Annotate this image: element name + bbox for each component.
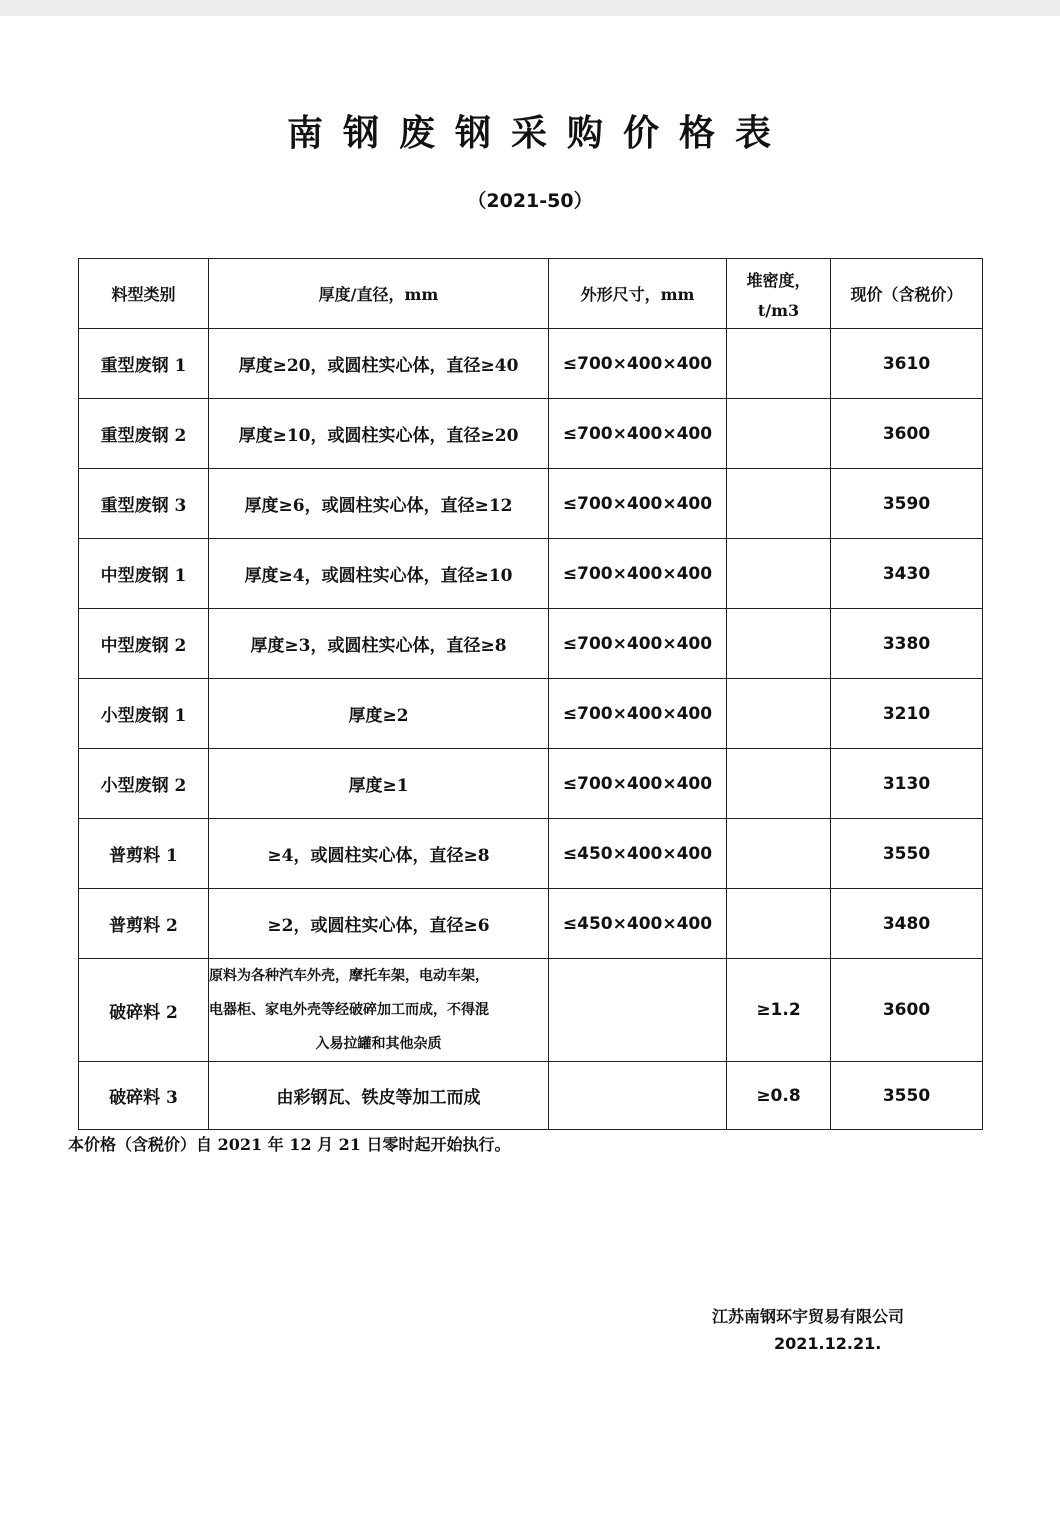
row-density — [727, 399, 831, 469]
price-table — [78, 258, 983, 1130]
table-row — [79, 749, 983, 819]
row-category: 中型废钢 2 — [79, 609, 209, 679]
row-price: 3130 — [831, 749, 983, 819]
row-thickness: 厚度≥10，或圆柱实心体，直径≥20 — [209, 399, 549, 469]
row-density — [727, 819, 831, 889]
table-row — [79, 609, 983, 679]
row-thickness: 厚度≥1 — [209, 749, 549, 819]
row-price: 3380 — [831, 609, 983, 679]
row-density — [727, 469, 831, 539]
table-row — [79, 329, 983, 399]
row-density: ≥0.8 — [727, 1062, 831, 1130]
row-category: 重型废钢 1 — [79, 329, 209, 399]
row-category: 破碎料 3 — [79, 1062, 209, 1130]
row-density — [727, 539, 831, 609]
issue-date: 2021.12.21. — [774, 1334, 882, 1353]
table-row — [79, 469, 983, 539]
header-size: 外形尺寸，mm — [549, 259, 727, 329]
company-name: 江苏南钢环宇贸易有限公司 — [712, 1307, 905, 1326]
row-price: 3610 — [831, 329, 983, 399]
row-thickness: ≥2，或圆柱实心体，直径≥6 — [209, 889, 549, 959]
row-category: 破碎料 2 — [79, 959, 209, 1062]
row-density — [727, 609, 831, 679]
row-category: 小型废钢 2 — [79, 749, 209, 819]
row-size: ≤700×400×400 — [549, 539, 727, 609]
header-price: 现价（含税价） — [831, 259, 983, 329]
row-density — [727, 329, 831, 399]
row-category: 普剪料 2 — [79, 889, 209, 959]
header-density-line1: 堆密度， — [746, 270, 811, 290]
issue-number: （2021-50） — [467, 190, 593, 212]
table-row — [79, 819, 983, 889]
header-density — [727, 259, 831, 329]
row-price: 3210 — [831, 679, 983, 749]
table-row — [79, 399, 983, 469]
table-row — [79, 1062, 983, 1130]
row-density — [727, 889, 831, 959]
row-size: ≤700×400×400 — [549, 749, 727, 819]
top-status-bar — [0, 0, 1060, 16]
header-density-line2: t/m3 — [757, 300, 800, 320]
table-header-row — [79, 259, 983, 329]
row-price: 3590 — [831, 469, 983, 539]
row-category: 重型废钢 3 — [79, 469, 209, 539]
row-category: 普剪料 1 — [79, 819, 209, 889]
header-thickness: 厚度/直径，mm — [209, 259, 549, 329]
row-thickness: 厚度≥2 — [209, 679, 549, 749]
row-size: ≤700×400×400 — [549, 609, 727, 679]
row-category: 重型废钢 2 — [79, 399, 209, 469]
row-price: 3550 — [831, 819, 983, 889]
row-size: ≤700×400×400 — [549, 679, 727, 749]
row-size: ≤700×400×400 — [549, 399, 727, 469]
row-thickness: 厚度≥6，或圆柱实心体，直径≥12 — [209, 469, 549, 539]
page-title: 南钢废钢采购价格表 — [286, 112, 791, 154]
row-price: 3480 — [831, 889, 983, 959]
row-size — [549, 959, 727, 1062]
row-thickness-line: 原料为各种汽车外壳，摩托车架，电动车架， — [209, 968, 489, 984]
row-density: ≥1.2 — [727, 959, 831, 1062]
row-density — [727, 749, 831, 819]
row-thickness-line: 电器柜、家电外壳等经破碎加工而成，不得混 — [209, 1002, 489, 1018]
row-price: 3430 — [831, 539, 983, 609]
row-size: ≤700×400×400 — [549, 329, 727, 399]
row-price: 3600 — [831, 399, 983, 469]
row-size: ≤450×400×400 — [549, 889, 727, 959]
header-category: 料型类别 — [79, 259, 209, 329]
row-price: 3550 — [831, 1062, 983, 1130]
row-size: ≤450×400×400 — [549, 819, 727, 889]
table-row — [79, 539, 983, 609]
row-size: ≤700×400×400 — [549, 469, 727, 539]
table-row — [79, 889, 983, 959]
table-row — [79, 679, 983, 749]
row-thickness-line: 入易拉罐和其他杂质 — [315, 1036, 442, 1052]
row-category: 小型废钢 1 — [79, 679, 209, 749]
table-row — [79, 959, 983, 1062]
row-price: 3600 — [831, 959, 983, 1062]
effective-date-note: 本价格（含税价）自 2021 年 12 月 21 日零时起开始执行。 — [68, 1135, 511, 1154]
row-thickness: 由彩钢瓦、铁皮等加工而成 — [209, 1062, 549, 1130]
row-thickness: 厚度≥20，或圆柱实心体，直径≥40 — [209, 329, 549, 399]
row-thickness: ≥4，或圆柱实心体，直径≥8 — [209, 819, 549, 889]
row-size — [549, 1062, 727, 1130]
row-thickness: 厚度≥4，或圆柱实心体，直径≥10 — [209, 539, 549, 609]
row-thickness: 厚度≥3，或圆柱实心体，直径≥8 — [209, 609, 549, 679]
row-category: 中型废钢 1 — [79, 539, 209, 609]
row-density — [727, 679, 831, 749]
row-thickness — [209, 959, 549, 1062]
